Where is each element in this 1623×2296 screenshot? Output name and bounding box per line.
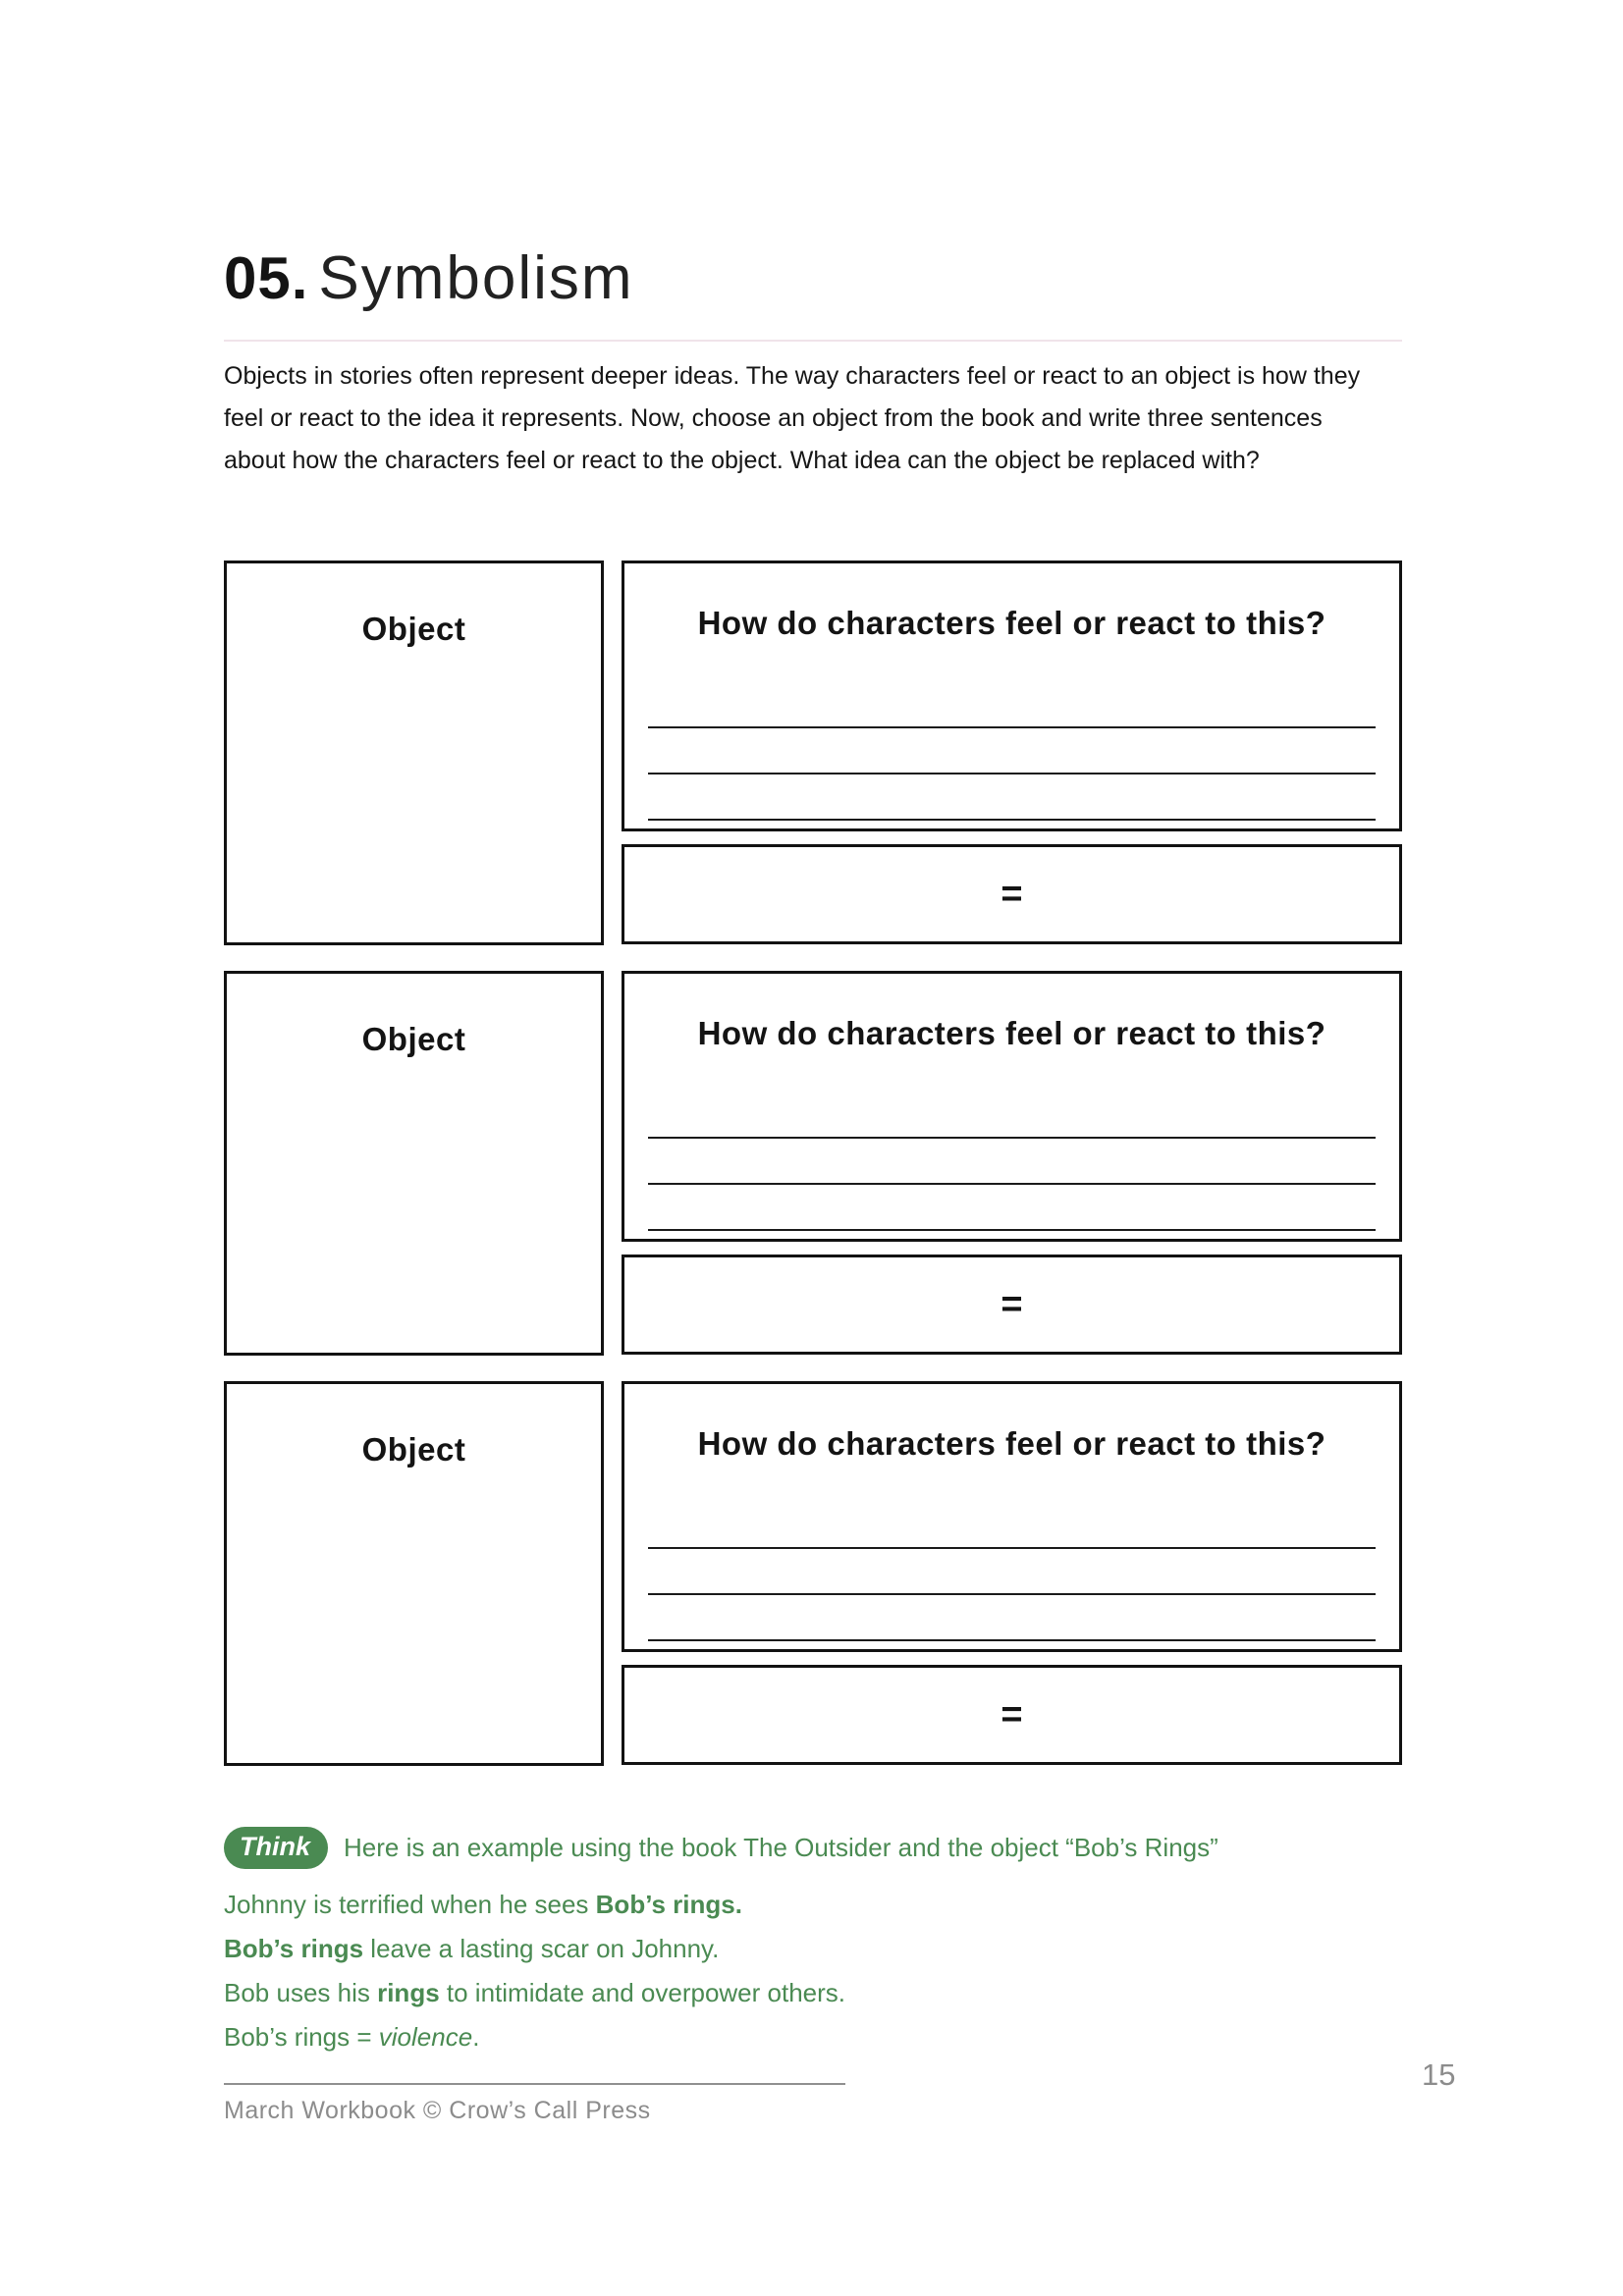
equals-box	[622, 844, 1402, 944]
object-label: Object	[361, 1431, 466, 1468]
example-sentence: Johnny is terrified when he sees Bob’s rings.	[224, 1890, 742, 1919]
write-line	[648, 682, 1376, 728]
worksheet-row-3	[224, 1381, 1402, 1766]
example-sentence: Bob uses his rings to intimidate and overpower others.	[224, 1978, 846, 2007]
write-line	[648, 1185, 1376, 1231]
footer-credit: March Workbook © Crow’s Call Press	[224, 2097, 651, 2124]
equals-box	[622, 1665, 1402, 1765]
example-sentence: Bob’s rings = violence.	[224, 2022, 480, 2052]
worksheet-sections	[224, 561, 1402, 1766]
think-header	[224, 1827, 1402, 1869]
question-box	[622, 561, 1402, 831]
think-badge: Think	[224, 1827, 328, 1869]
question-label: How do characters feel or react to this?	[697, 1015, 1326, 1051]
object-box	[224, 1381, 604, 1766]
question-label: How do characters feel or react to this?	[697, 605, 1326, 641]
object-box	[224, 971, 604, 1356]
write-line	[648, 1549, 1376, 1595]
intro-line: about how the characters feel or react to the object. What idea can the object be replaced with?	[224, 447, 1260, 474]
equals-sign: =	[1001, 1283, 1023, 1325]
write-line	[648, 774, 1376, 821]
lesson-number: 05.	[224, 245, 309, 311]
worksheet-row-1	[224, 561, 1402, 945]
write-line	[648, 1093, 1376, 1139]
answer-lines	[624, 1503, 1399, 1649]
write-line	[648, 1139, 1376, 1185]
reaction-column	[622, 1381, 1402, 1766]
think-example-block	[224, 1827, 1402, 2059]
question-label: How do characters feel or react to this?	[697, 1425, 1326, 1462]
answer-lines	[624, 1093, 1399, 1239]
intro-line: Objects in stories often represent deeper ideas. The way characters feel or react to an object is how they	[224, 362, 1361, 390]
think-example-sentences	[224, 1883, 1402, 2059]
reaction-column	[622, 971, 1402, 1356]
question-box	[622, 1381, 1402, 1652]
intro-line: feel or react to the idea it represents. Now, choose an object from the book and write three sentences	[224, 404, 1323, 432]
page-number: 15	[1422, 2057, 1456, 2092]
reaction-column	[622, 561, 1402, 945]
title-divider	[224, 340, 1402, 342]
equals-box	[622, 1255, 1402, 1355]
object-box	[224, 561, 604, 945]
page-content	[224, 0, 1402, 2125]
write-line	[648, 1595, 1376, 1641]
lesson-title: Symbolism	[318, 244, 634, 312]
write-line	[648, 728, 1376, 774]
footer-divider	[224, 2083, 845, 2085]
answer-lines	[624, 682, 1399, 828]
write-line	[648, 1503, 1376, 1549]
equals-sign: =	[1001, 873, 1023, 915]
think-intro-text: Here is an example using the book The Outsider and the object “Bob’s Rings”	[344, 1833, 1218, 1862]
object-label: Object	[361, 611, 466, 647]
equals-sign: =	[1001, 1693, 1023, 1735]
question-box	[622, 971, 1402, 1242]
intro-paragraph	[224, 355, 1402, 482]
page-title	[224, 243, 1402, 330]
object-label: Object	[361, 1021, 466, 1057]
example-sentence: Bob’s rings leave a lasting scar on Johnny.	[224, 1934, 720, 1963]
worksheet-row-2	[224, 971, 1402, 1356]
